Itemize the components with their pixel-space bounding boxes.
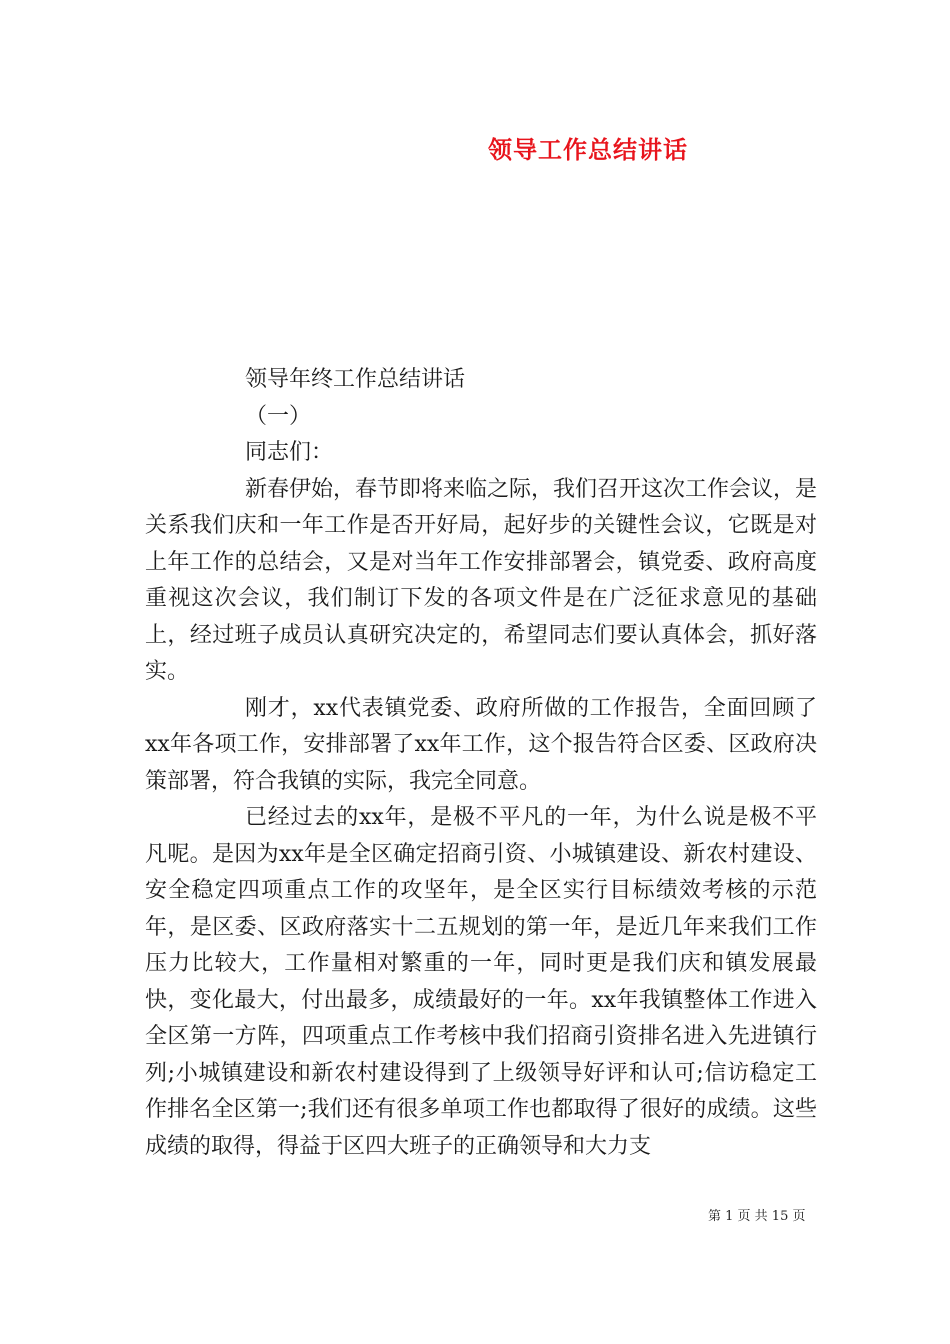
paragraph-1: 新春伊始，春节即将来临之际，我们召开这次工作会议，是关系我们庆和一年工作是否开好局，起好步的关键性会议，它既是对上年工作的总结会，又是对当年工作安排部署会，镇党委、政府高度重视这次会议，我们制订下发的各项文件是在广泛征求意见的基础上，经过班子成员认真研究决定的，希望同志们要认真体会，抓好落实。 (145, 476, 818, 684)
page-number-footer: 第 1 页 共 15 页 (708, 1209, 806, 1224)
section-number: （一） (245, 403, 312, 429)
speech-subtitle: 领导年终工作总结讲话 (245, 367, 466, 392)
document-title: 领导工作总结讲话 (488, 135, 688, 164)
salutation: 同志们： (245, 440, 334, 465)
paragraph-2: 刚才，xx代表镇党委、政府所做的工作报告，全面回顾了xx年各项工作，安排部署了xx年工作，这个报告符合区委、区政府决策部署，符合我镇的实际，我完全同意。 (145, 695, 817, 794)
document-body (145, 362, 817, 1165)
paragraph-3: 已经过去的xx年，是极不平凡的一年，为什么说是极不平凡呢。是因为xx年是全区确定招商引资、小城镇建设、新农村建设、安全稳定四项重点工作的攻坚年，是全区实行目标绩效考核的示范年，是区委、区政府落实十二五规划的第一年，是近几年来我们工作压力比较大，工作量相对繁重的一年，同时更是我们庆和镇发展最快，变化最大，付出最多，成绩最好的一年。xx年我镇整体工作进入全区第一方阵，四项重点工作考核中我们招商引资排名进入先进镇行列;小城镇建设和新农村建设得到了上级领导好评和认可;信访稳定工作排名全区第一;我们还有很多单项工作也都取得了很好的成绩。这些成绩的取得，得益于区四大班子的正确领导和大力支 (145, 805, 817, 1159)
